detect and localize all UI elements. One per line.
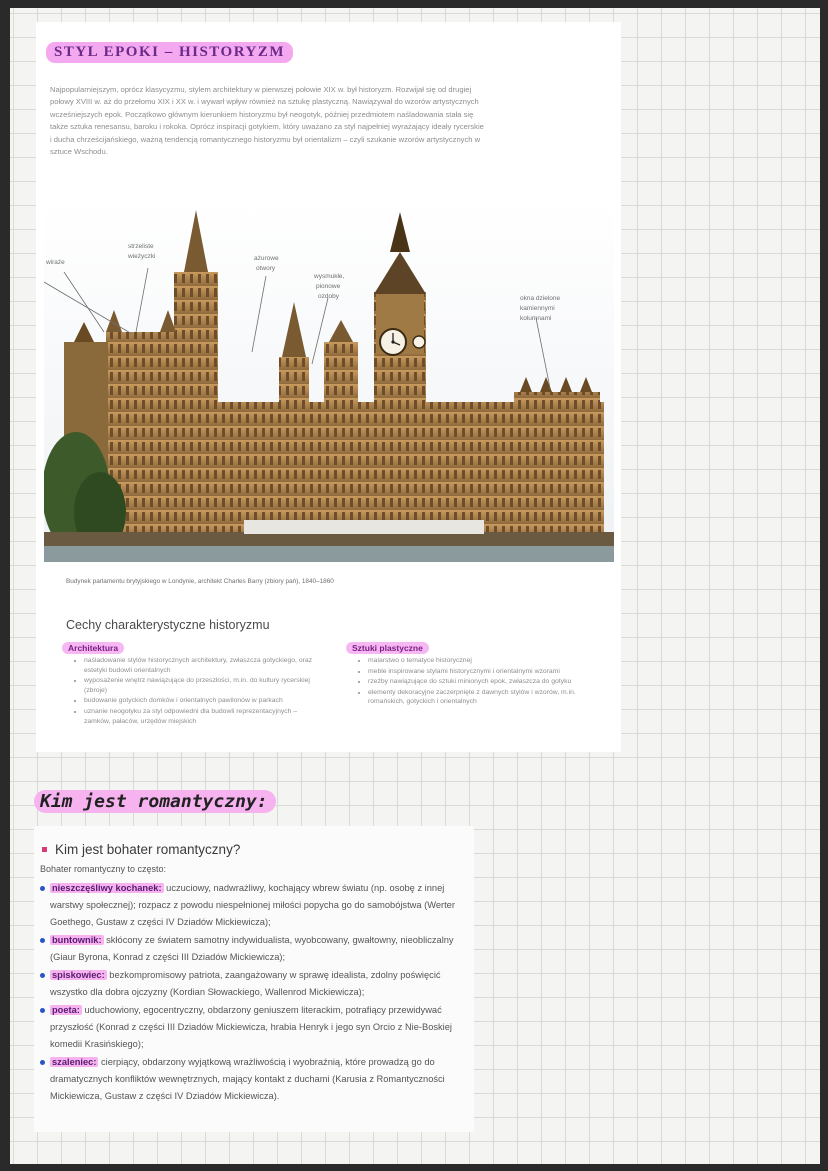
annotation-strzeliste-line2: wieżyczki xyxy=(128,253,156,260)
arts-list xyxy=(346,656,612,707)
hero-desc: cierpiący, obdarzony wyjątkową wrażliwością i wyobraźnią, które prowadzą go do dramatycznych konfliktów wewnętrznych, mający kontakt z duchami (Karusia z Romantyczności Mickiewicza, Gustaw z części IV Dziadów Mickiewicza). xyxy=(50,1057,445,1101)
handwritten-heading: Kim jest romantyczny: xyxy=(34,790,276,813)
annotation-okna-line2: kamiennymi xyxy=(520,305,555,312)
architecture-list xyxy=(62,656,324,726)
annotation-azurowe-line2: otwory xyxy=(256,265,276,272)
list-item xyxy=(34,1002,470,1053)
hero-term: nieszczęśliwy kochanek: xyxy=(52,883,162,893)
bullet-icon xyxy=(40,1060,45,1065)
parliament-photo xyxy=(44,202,614,562)
hero-desc: uduchowiony, egocentryczny, obdarzony geniuszem literackim, potrafiący przewidywać przyszłość (Konrad z części III Dziadów Mickiewicza, hrabia Henryk i jego syn Orcio z Nie-Boskiej komedii Krasińskiego); xyxy=(50,1005,452,1049)
hero-types-list xyxy=(34,880,470,1106)
hero-term: poeta: xyxy=(52,1005,80,1015)
list-item: • meble inspirowane stylami historycznymi i orientalnymi wzorami xyxy=(368,667,612,677)
annotation-okna-line3: kolumnami xyxy=(520,315,552,322)
list-item: • malarstwo o tematyce historycznej xyxy=(368,656,612,666)
list-item: • rzeźby nawiązujące do sztuki minionych epok, zwłaszcza do gotyku xyxy=(368,677,612,687)
arts-label: Sztuki plastyczne xyxy=(346,642,429,654)
intro-paragraph: Najpopularniejszym, oprócz klasycyzmu, stylem architektury w pierwszej połowie XIX w. był historyzm. Rozwijał się od drugiej połowy XVIII w. aż do przełomu XIX i XX w. i wywarł wpływ również na sztukę plastyczną. Nawiązywał do wzorów artystycznych wcześniejszych epok. Początkowo głównym kierunkiem historyzmu był neogotyk, później przedmiotem naśladowania stała się także sztuka renesansu, baroku i rokoka. Oprócz inspiracji gotykiem, który uważano za styl najpełniej wyrażający ideały rycerskie i ducha chrześcijańskiego, ważną tendencją romantycznego historyzmu był orientalizm – czyli szukanie wzorów artystycznych w sztuce Wschodu. xyxy=(50,85,484,157)
annotation-wysmukle-line3: ozdoby xyxy=(318,293,339,300)
list-item: • uznanie neogotyku za styl odpowiedni dla budowli reprezentacyjnych – zamków, pałaców, urzędów miejskich xyxy=(84,707,324,726)
hero-term: buntownik: xyxy=(52,935,102,945)
architecture-label: Architektura xyxy=(62,642,124,654)
bullet-icon xyxy=(40,1008,45,1013)
hero-question xyxy=(42,842,240,857)
list-item: • naśladowanie stylów historycznych architektury, zwłaszcza gotyckiego, oraz estetyki budowli orientalnych xyxy=(84,656,324,675)
annotation-wysmukle-line2: pionowe xyxy=(316,283,341,290)
architecture-column xyxy=(62,638,324,727)
list-item xyxy=(34,880,470,931)
hero-desc: skłócony ze światem samotny indywidualista, wyobcowany, gwałtowny, nieobliczalny (Giaur Byrona, Konrad z części III Dziadów Mickiewicza); xyxy=(50,935,454,962)
romantic-hero-clipping xyxy=(34,826,474,1132)
list-item xyxy=(34,1054,470,1105)
bullet-icon xyxy=(40,938,45,943)
annotation-okna-line1: okna dzielone xyxy=(520,295,561,302)
square-bullet-icon xyxy=(42,847,47,852)
list-item xyxy=(34,967,470,1001)
hero-desc: uczuciowy, nadwrażliwy, kochający wbrew światu (np. osobę z innej warstwy społecznej); rozpacz z powodu niespełnionej miłości popycha go do samobójstwa (Werter Goethego, Gustaw z części IV Dziadów Mickiewicza); xyxy=(50,883,455,927)
historicism-textbook-clipping xyxy=(36,22,621,752)
list-item xyxy=(34,932,470,966)
hero-desc: bezkompromisowy patriota, zaangażowany w sprawę idealista, zdolny poświęcić wszystko dla dobra ojczyzny (Kordian Słowackiego, Wallenrod Mickiewicza); xyxy=(50,970,441,997)
hero-term: szaleniec: xyxy=(52,1057,97,1067)
list-item: • wyposażenie wnętrz nawiązujące do przeszłości, m.in. do kultury rycerskiej (zbroje) xyxy=(84,676,324,695)
annotation-wysmukle-line1: wysmukłe, xyxy=(314,273,345,280)
list-item: • elementy dekoracyjne zaczerpnięte z dawnych stylów i wzorów, m.in. romańskich, gotyckich i orientalnych xyxy=(368,688,612,707)
list-item: • budowanie gotyckich domków i orientalnych pawilonów w parkach xyxy=(84,696,324,706)
features-title: Cechy charakterystyczne historyzmu xyxy=(66,618,270,632)
arts-column xyxy=(346,638,612,708)
hero-intro: Bohater romantyczny to często: xyxy=(40,864,167,874)
hero-question-text: Kim jest bohater romantyczny? xyxy=(55,842,241,857)
annotation-azurowe-line1: ażurowe xyxy=(254,255,279,262)
annotation-wiraze: wiraże xyxy=(46,259,65,266)
epoch-title: STYL EPOKI – HISTORYZM xyxy=(46,42,293,63)
photo-caption: Budynek parlamentu brytyjskiego w Londynie, architekt Charles Barry (zbiory pań), 1840–1860 xyxy=(66,578,334,585)
bullet-icon xyxy=(40,973,45,978)
hero-term: spiskowiec: xyxy=(52,970,105,980)
notebook-page xyxy=(10,8,820,1164)
annotation-strzeliste-line1: strzeliste xyxy=(128,243,154,250)
bullet-icon xyxy=(40,886,45,891)
